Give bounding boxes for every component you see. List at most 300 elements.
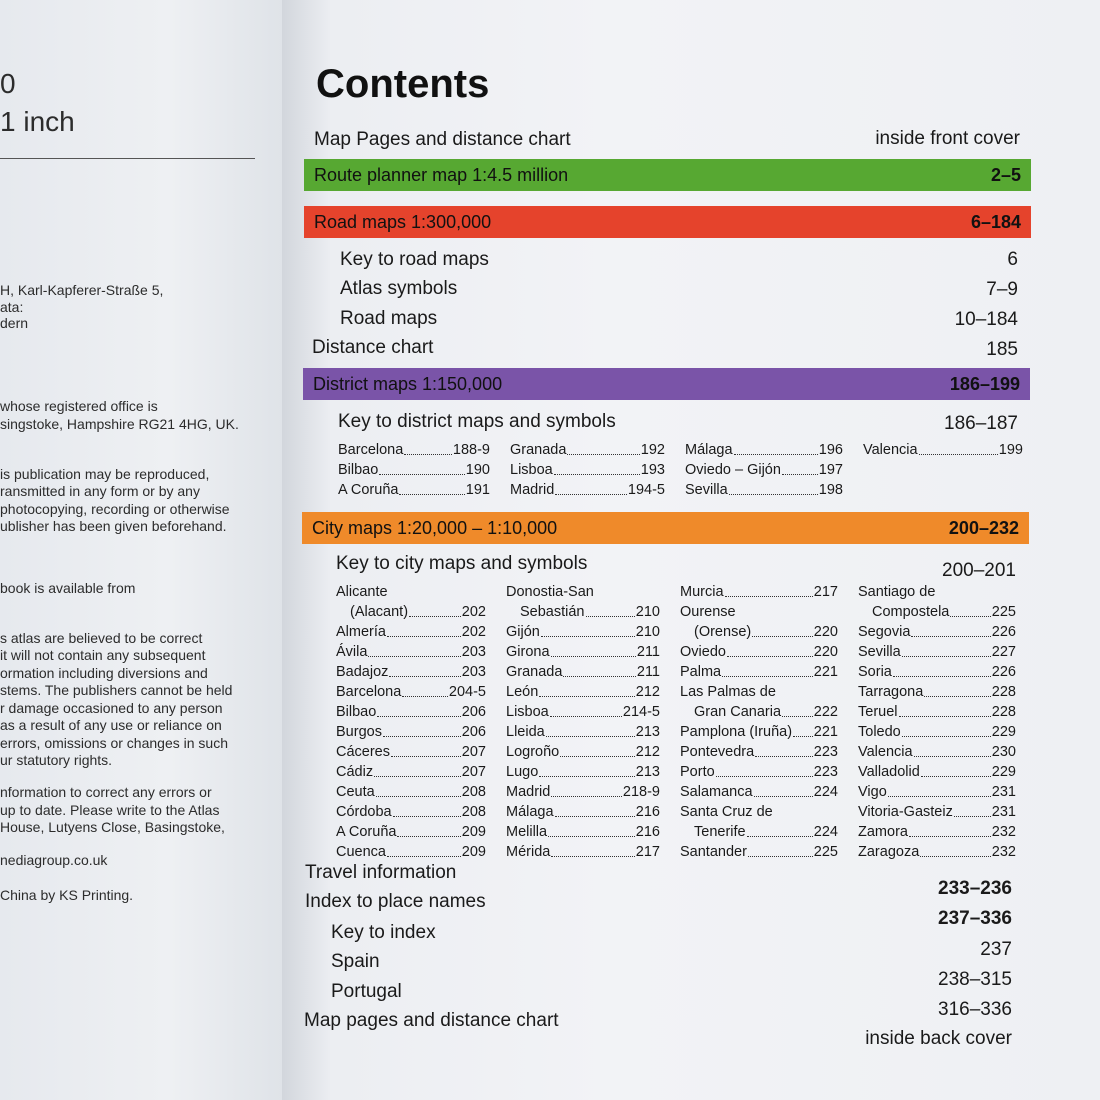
index-entry[interactable] xyxy=(680,602,838,622)
entry-name: Burgos xyxy=(336,724,382,740)
leader-dots xyxy=(391,742,461,757)
index-entry[interactable] xyxy=(336,782,486,802)
index-entry[interactable] xyxy=(510,480,665,500)
road-sub-pages: 6 xyxy=(1007,249,1018,270)
entry-name: Palma xyxy=(680,664,722,680)
index-entry[interactable] xyxy=(680,582,838,602)
imprint-line: whose registered office is xyxy=(0,398,158,414)
entry-page: 216 xyxy=(635,824,660,840)
entry-page: 220 xyxy=(813,624,838,640)
index-entry[interactable] xyxy=(858,582,1016,602)
entry-page: 193 xyxy=(640,462,665,478)
imprint-line: r damage occasioned to any person xyxy=(0,700,223,716)
entry-page: 211 xyxy=(636,664,660,680)
leader-dots xyxy=(389,582,485,597)
index-entry[interactable] xyxy=(336,842,486,862)
entry-page: 225 xyxy=(991,604,1016,620)
index-entry[interactable] xyxy=(858,662,1016,682)
entry-page: 204-5 xyxy=(448,684,486,700)
entry-name: Melilla xyxy=(506,824,548,840)
index-entry[interactable] xyxy=(338,440,490,460)
leader-dots xyxy=(374,762,461,777)
entry-name: Ávila xyxy=(336,644,368,660)
index-entry[interactable] xyxy=(506,842,660,862)
city-key-pages: 200–201 xyxy=(942,560,1016,581)
index-entry[interactable] xyxy=(506,702,660,722)
leader-dots xyxy=(734,440,818,455)
entry-page: 209 xyxy=(461,844,486,860)
leader-dots xyxy=(586,602,635,617)
entry-name: Valencia xyxy=(858,744,913,760)
entry-page: 188-9 xyxy=(452,442,490,458)
index-entry[interactable] xyxy=(858,842,1016,862)
entry-name: Gijón xyxy=(506,624,540,640)
city-maps-pages: 200–232 xyxy=(948,517,1019,538)
district-maps-bar[interactable] xyxy=(303,368,1030,400)
entry-page: 213 xyxy=(635,724,660,740)
leader-dots xyxy=(936,582,1015,597)
index-entry[interactable] xyxy=(336,602,486,622)
leader-dots xyxy=(551,782,622,797)
imprint-line: s atlas are believed to be correct xyxy=(0,630,203,646)
entry-page: 202 xyxy=(461,604,486,620)
imprint-line: ublisher has been given beforehand. xyxy=(0,518,227,534)
imprint-line: China by KS Printing. xyxy=(0,887,134,903)
index-entry[interactable] xyxy=(506,582,660,602)
leader-dots xyxy=(409,602,461,617)
leader-dots xyxy=(752,622,813,637)
entry-name: Lisboa xyxy=(506,704,549,720)
route-planner-pages: 2–5 xyxy=(990,164,1021,185)
entry-name: Granada xyxy=(510,442,567,458)
index-entry[interactable] xyxy=(336,622,486,642)
index-entry[interactable] xyxy=(336,822,486,842)
index-column xyxy=(338,440,490,500)
entry-name: Cuenca xyxy=(336,844,386,860)
entry-name: Salamanca xyxy=(680,784,753,800)
leader-dots xyxy=(911,622,990,637)
city-maps-bar[interactable] xyxy=(302,512,1029,544)
index-entry[interactable] xyxy=(680,682,838,702)
entry-name: Barcelona xyxy=(336,684,402,700)
entry-name: Málaga xyxy=(685,442,733,458)
leader-dots xyxy=(774,802,837,817)
index-entry[interactable] xyxy=(336,722,486,742)
entry-page: 226 xyxy=(991,624,1016,640)
imprint-line: it will not contain any subsequent xyxy=(0,647,206,663)
leader-dots xyxy=(554,460,640,475)
entry-name: Donostia-San xyxy=(506,584,594,600)
road-sub-pages: 7–9 xyxy=(986,279,1018,300)
leader-dots xyxy=(548,822,635,837)
leader-dots xyxy=(924,682,991,697)
index-entry[interactable] xyxy=(858,642,1016,662)
index-entry[interactable] xyxy=(506,682,660,702)
index-entry[interactable] xyxy=(336,742,486,762)
imprint-line: photocopying, recording or otherwise xyxy=(0,501,230,517)
road-maps-label: Road maps 1:300,000 xyxy=(314,211,492,232)
entry-name: Girona xyxy=(506,644,550,660)
entry-page: 231 xyxy=(991,804,1016,820)
leader-dots xyxy=(888,782,991,797)
imprint-line: ata: xyxy=(0,299,24,315)
entry-name: Cádiz xyxy=(336,764,374,780)
leader-dots xyxy=(402,682,448,697)
index-entry[interactable] xyxy=(506,722,660,742)
index-entry[interactable] xyxy=(685,440,843,460)
index-column xyxy=(858,582,1016,862)
entry-page: 208 xyxy=(461,784,486,800)
leader-dots xyxy=(560,742,635,757)
leader-dots xyxy=(376,782,461,797)
city-map-list xyxy=(336,582,1036,862)
imprint-line: up to date. Please write to the Atlas xyxy=(0,802,220,818)
leader-dots xyxy=(914,742,991,757)
entry-name: León xyxy=(506,684,539,700)
entry-page: 199 xyxy=(998,442,1023,458)
index-pages: 237–336 xyxy=(938,908,1012,929)
index-entry[interactable] xyxy=(858,622,1016,642)
index-entry[interactable] xyxy=(336,682,486,702)
leader-dots xyxy=(368,642,460,657)
entry-page: 225 xyxy=(813,844,838,860)
index-sub-label: Portugal xyxy=(331,981,402,1002)
index-entry[interactable] xyxy=(680,622,838,642)
index-entry[interactable] xyxy=(336,582,486,602)
entry-page: 223 xyxy=(813,764,838,780)
index-entry[interactable] xyxy=(506,782,660,802)
entry-name: Santiago de xyxy=(858,584,936,600)
index-sub-pages: 237 xyxy=(980,939,1012,960)
leader-dots xyxy=(902,722,991,737)
index-column xyxy=(510,440,665,500)
entry-name: Compostela xyxy=(872,604,950,620)
index-entry[interactable] xyxy=(506,802,660,822)
index-entry[interactable] xyxy=(680,842,838,862)
index-entry[interactable] xyxy=(858,782,1016,802)
district-key-label: Key to district maps and symbols xyxy=(338,411,616,432)
entry-name: Santander xyxy=(680,844,747,860)
entry-name: Vigo xyxy=(858,784,887,800)
entry-page: 209 xyxy=(461,824,486,840)
index-entry[interactable] xyxy=(858,822,1016,842)
contents-page xyxy=(282,0,1100,1100)
index-sub-label: Key to index xyxy=(331,922,436,943)
leader-dots xyxy=(555,802,635,817)
entry-name: A Coruña xyxy=(336,824,397,840)
index-sub-pages: 238–315 xyxy=(938,969,1012,990)
leader-dots xyxy=(725,582,813,597)
leader-dots xyxy=(539,682,635,697)
leader-dots xyxy=(729,480,818,495)
entry-page: 196 xyxy=(818,442,843,458)
entry-name: Murcia xyxy=(680,584,724,600)
leader-dots xyxy=(902,642,991,657)
entry-name: Córdoba xyxy=(336,804,392,820)
index-entry[interactable] xyxy=(506,822,660,842)
entry-page: 223 xyxy=(813,744,838,760)
leader-dots xyxy=(383,722,461,737)
entry-name: Alicante xyxy=(336,584,388,600)
leader-dots xyxy=(722,662,813,677)
entry-page: 206 xyxy=(461,704,486,720)
entry-name: Sevilla xyxy=(858,644,901,660)
leader-dots xyxy=(782,460,818,475)
index-entry[interactable] xyxy=(338,460,490,480)
entry-page: 198 xyxy=(818,482,843,498)
entry-name: Badajoz xyxy=(336,664,389,680)
front-cover-pages: inside front cover xyxy=(875,128,1020,149)
entry-page: 191 xyxy=(465,482,490,498)
entry-name: Lisboa xyxy=(510,462,553,478)
leader-dots xyxy=(389,662,460,677)
entry-name: Zamora xyxy=(858,824,908,840)
index-entry[interactable] xyxy=(680,702,838,722)
distance-chart-label: Distance chart xyxy=(312,337,434,358)
entry-name: Bilbao xyxy=(336,704,377,720)
index-entry[interactable] xyxy=(858,802,1016,822)
index-entry[interactable] xyxy=(858,762,1016,782)
leader-dots xyxy=(387,622,461,637)
index-entry[interactable] xyxy=(506,762,660,782)
index-column xyxy=(506,582,660,862)
index-entry[interactable] xyxy=(336,662,486,682)
leader-dots xyxy=(777,682,837,697)
entry-name: Barcelona xyxy=(338,442,404,458)
entry-name: (Orense) xyxy=(694,624,752,640)
imprint-line: dern xyxy=(0,315,29,331)
index-entry[interactable] xyxy=(863,440,1023,460)
leader-dots xyxy=(567,440,639,455)
travel-info-label: Travel information xyxy=(305,862,457,883)
leader-dots xyxy=(909,822,991,837)
imprint-line: singstoke, Hampshire RG21 4HG, UK. xyxy=(0,416,239,432)
index-entry[interactable] xyxy=(680,762,838,782)
road-sub-label: Key to road maps xyxy=(340,249,489,270)
leader-dots xyxy=(546,722,635,737)
leader-dots xyxy=(782,702,813,717)
entry-name: Lugo xyxy=(506,764,539,780)
entry-page: 232 xyxy=(991,844,1016,860)
imprint-line: ormation including diversions and xyxy=(0,665,208,681)
road-maps-bar[interactable] xyxy=(304,206,1031,238)
entry-page: 190 xyxy=(465,462,490,478)
entry-page: 213 xyxy=(635,764,660,780)
front-cover-label: Map Pages and distance chart xyxy=(314,129,571,150)
index-entry[interactable] xyxy=(506,622,660,642)
entry-name: Valencia xyxy=(863,442,918,458)
leader-dots xyxy=(737,602,837,617)
index-entry[interactable] xyxy=(506,742,660,762)
entry-name: Ourense xyxy=(680,604,736,620)
travel-info-pages: 233–236 xyxy=(938,878,1012,899)
left-page xyxy=(0,0,282,1100)
entry-page: 230 xyxy=(991,744,1016,760)
index-sub-pages: 316–336 xyxy=(938,999,1012,1020)
entry-name: Madrid xyxy=(510,482,555,498)
imprint-line: stems. The publishers cannot be held xyxy=(0,682,233,698)
entry-name: Mérida xyxy=(506,844,551,860)
entry-name: Sevilla xyxy=(685,482,728,498)
leader-dots xyxy=(748,842,813,857)
district-maps-pages: 186–199 xyxy=(949,373,1020,394)
leader-dots xyxy=(716,762,813,777)
entry-name: Pamplona (Iruña) xyxy=(680,724,793,740)
entry-name: Vitoria-Gasteiz xyxy=(858,804,953,820)
index-entry[interactable] xyxy=(336,642,486,662)
index-entry[interactable] xyxy=(858,722,1016,742)
entry-page: 192 xyxy=(640,442,665,458)
road-maps-pages: 6–184 xyxy=(970,211,1021,232)
leader-dots xyxy=(893,662,991,677)
entry-name: Málaga xyxy=(506,804,554,820)
index-entry[interactable] xyxy=(510,440,665,460)
imprint-line: nediagroup.co.uk xyxy=(0,852,108,868)
route-planner-bar[interactable] xyxy=(304,159,1031,191)
entry-name: Tenerife xyxy=(694,824,746,840)
back-cover-pages: inside back cover xyxy=(865,1028,1012,1049)
route-planner-label: Route planner map 1:4.5 million xyxy=(314,164,569,185)
entry-page: 229 xyxy=(991,724,1016,740)
entry-name: Gran Canaria xyxy=(694,704,782,720)
index-entry[interactable] xyxy=(680,782,838,802)
leader-dots xyxy=(793,722,813,737)
leader-dots xyxy=(754,782,813,797)
index-entry[interactable] xyxy=(680,822,838,842)
entry-page: 217 xyxy=(635,844,660,860)
index-column xyxy=(685,440,843,500)
entry-name: Zaragoza xyxy=(858,844,920,860)
entry-name: Teruel xyxy=(858,704,898,720)
entry-name: Bilbao xyxy=(338,462,379,478)
entry-page: 220 xyxy=(813,644,838,660)
index-entry[interactable] xyxy=(858,742,1016,762)
entry-page: 203 xyxy=(461,664,486,680)
entry-page: 206 xyxy=(461,724,486,740)
district-maps-label: District maps 1:150,000 xyxy=(313,373,503,394)
index-entry[interactable] xyxy=(858,602,1016,622)
index-entry[interactable] xyxy=(680,642,838,662)
entry-name: Santa Cruz de xyxy=(680,804,773,820)
entry-name: Tarragona xyxy=(858,684,924,700)
entry-page: 224 xyxy=(813,784,838,800)
leader-dots xyxy=(954,802,991,817)
leader-dots xyxy=(399,480,464,495)
leader-dots xyxy=(550,702,622,717)
index-label: Index to place names xyxy=(305,891,486,912)
entry-page: 221 xyxy=(813,724,838,740)
city-maps-label: City maps 1:20,000 – 1:10,000 xyxy=(312,517,558,538)
entry-name: Almería xyxy=(336,624,386,640)
leader-dots xyxy=(747,822,813,837)
entry-name: Granada xyxy=(506,664,563,680)
index-entry[interactable] xyxy=(680,662,838,682)
road-sub-label: Atlas symbols xyxy=(340,278,458,299)
leader-dots xyxy=(555,480,627,495)
imprint-line: ur statutory rights. xyxy=(0,752,113,768)
leader-dots xyxy=(920,842,991,857)
leader-dots xyxy=(899,702,991,717)
index-entry[interactable] xyxy=(336,802,486,822)
index-entry[interactable] xyxy=(336,762,486,782)
entry-name: Ceuta xyxy=(336,784,375,800)
entry-name: Madrid xyxy=(506,784,551,800)
entry-name: Toledo xyxy=(858,724,901,740)
imprint-line: nformation to correct any errors or xyxy=(0,784,212,800)
leader-dots xyxy=(551,642,636,657)
index-entry[interactable] xyxy=(858,702,1016,722)
entry-page: 214-5 xyxy=(622,704,660,720)
imprint-line: as a result of any use or reliance on xyxy=(0,717,222,733)
entry-name: Segovia xyxy=(858,624,911,640)
leader-dots xyxy=(563,662,635,677)
entry-name: Oviedo – Gijón xyxy=(685,462,781,478)
leader-dots xyxy=(397,822,460,837)
scale-unit: 1 inch xyxy=(0,106,75,137)
index-entry[interactable] xyxy=(685,460,843,480)
index-entry[interactable] xyxy=(680,742,838,762)
leader-dots xyxy=(950,602,990,617)
entry-page: 229 xyxy=(991,764,1016,780)
entry-page: 212 xyxy=(635,684,660,700)
index-entry[interactable] xyxy=(685,480,843,500)
entry-page: 227 xyxy=(991,644,1016,660)
entry-name: Pontevedra xyxy=(680,744,755,760)
entry-name: Cáceres xyxy=(336,744,390,760)
entry-name: Lleida xyxy=(506,724,545,740)
leader-dots xyxy=(404,440,452,455)
entry-page: 232 xyxy=(991,824,1016,840)
leader-dots xyxy=(393,802,461,817)
distance-chart-pages: 185 xyxy=(986,339,1018,360)
index-entry[interactable] xyxy=(680,722,838,742)
entry-name: Logroño xyxy=(506,744,560,760)
leader-dots xyxy=(595,582,659,597)
leader-dots xyxy=(387,842,461,857)
imprint-line: ransmitted in any form or by any xyxy=(0,483,200,499)
index-column xyxy=(863,440,1023,500)
index-entry[interactable] xyxy=(506,602,660,622)
road-sub-label: Road maps xyxy=(340,308,438,329)
leader-dots xyxy=(727,642,813,657)
entry-page: 224 xyxy=(813,824,838,840)
imprint-line: is publication may be reproduced, xyxy=(0,466,210,482)
leader-dots xyxy=(377,702,460,717)
entry-page: 231 xyxy=(991,784,1016,800)
entry-page: 228 xyxy=(991,684,1016,700)
entry-name: Sebastián xyxy=(520,604,585,620)
district-key-pages: 186–187 xyxy=(944,413,1018,434)
index-entry[interactable] xyxy=(858,682,1016,702)
entry-name: Oviedo xyxy=(680,644,726,660)
entry-page: 207 xyxy=(461,744,486,760)
leader-dots xyxy=(379,460,464,475)
index-column xyxy=(680,582,838,862)
index-entry[interactable] xyxy=(506,642,660,662)
back-cover-label: Map pages and distance chart xyxy=(304,1010,559,1031)
entry-name: A Coruña xyxy=(338,482,399,498)
entry-page: 212 xyxy=(635,744,660,760)
entry-page: 211 xyxy=(636,644,660,660)
entry-page: 226 xyxy=(991,664,1016,680)
index-entry[interactable] xyxy=(680,802,838,822)
entry-name: Valladolid xyxy=(858,764,920,780)
entry-page: 207 xyxy=(461,764,486,780)
index-entry[interactable] xyxy=(510,460,665,480)
index-entry[interactable] xyxy=(506,662,660,682)
index-entry[interactable] xyxy=(336,702,486,722)
index-entry[interactable] xyxy=(338,480,490,500)
